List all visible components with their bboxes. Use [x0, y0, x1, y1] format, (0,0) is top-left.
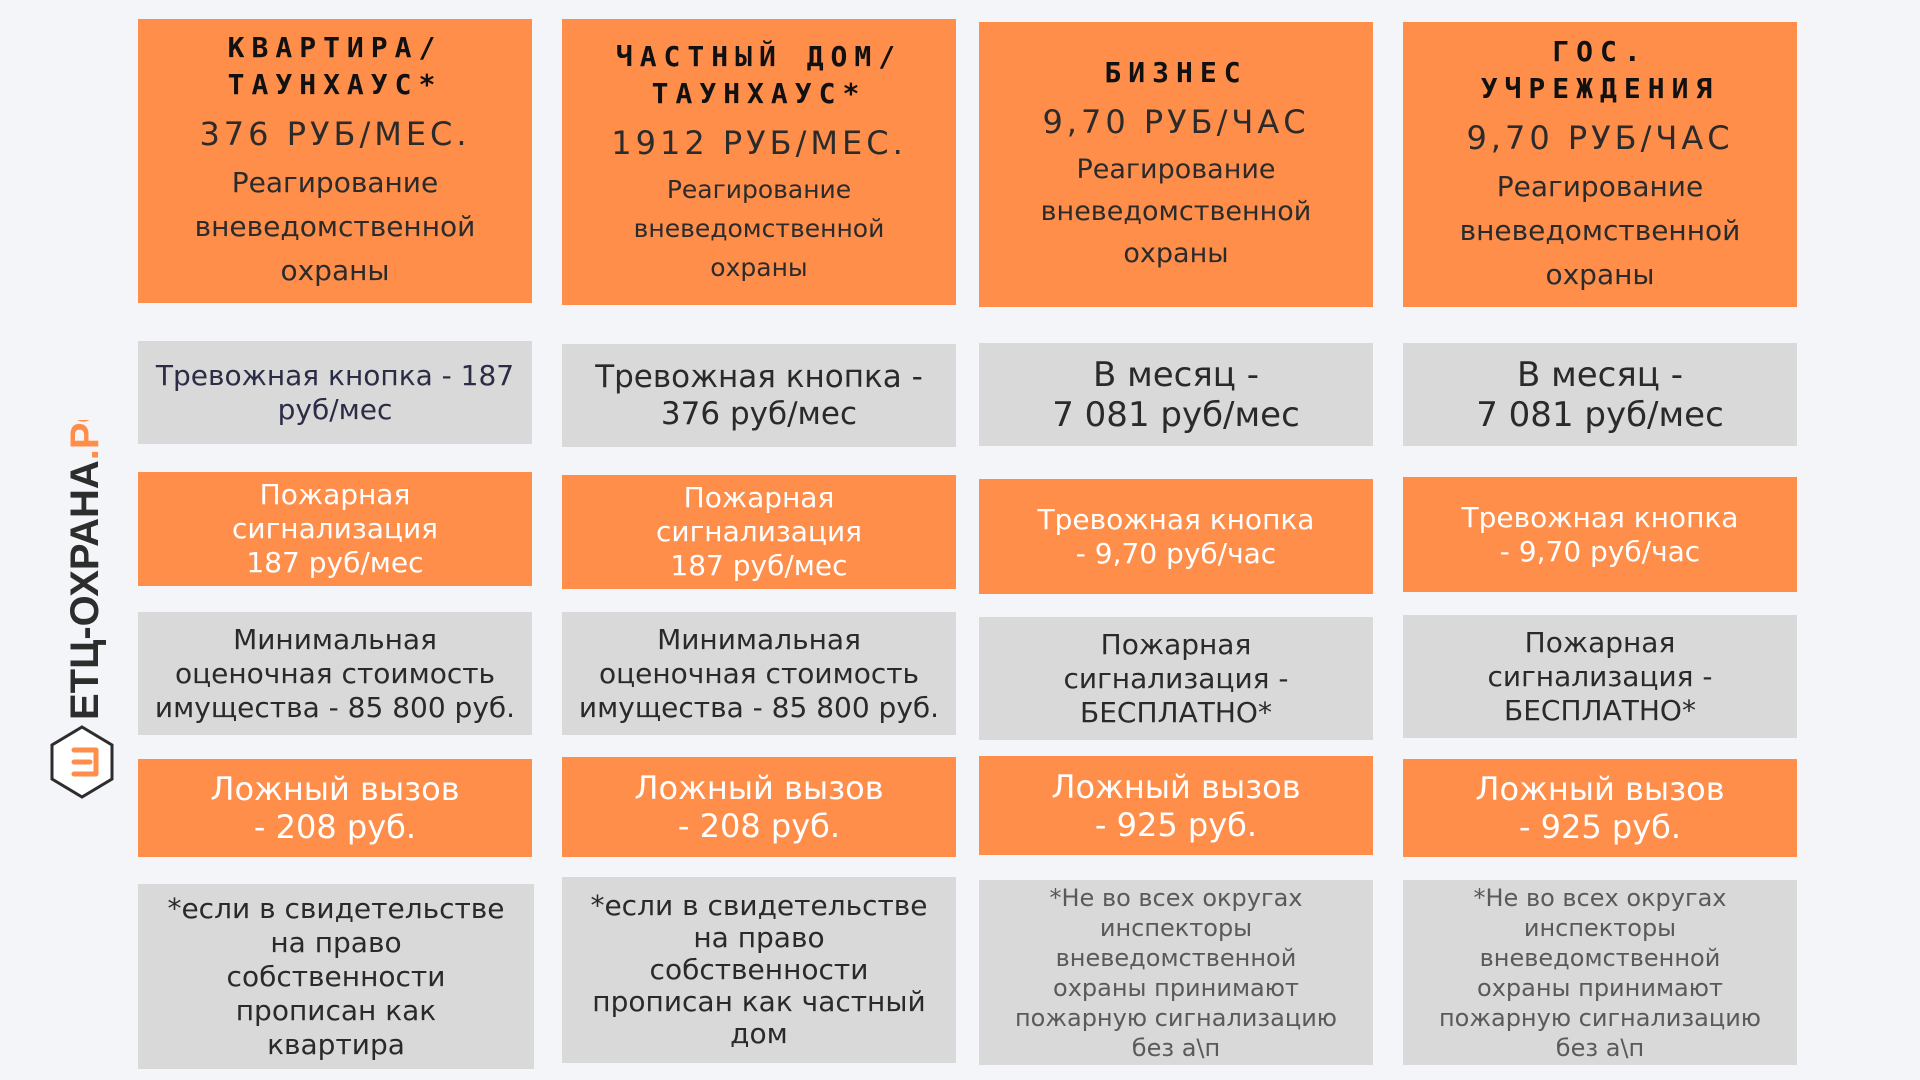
col3-row1-card: [979, 343, 1373, 446]
col1-row4-text: Ложный вызов - 208 руб.: [210, 770, 460, 846]
col4-row4-card: [1403, 759, 1797, 857]
col2-row4-card: [562, 757, 956, 857]
col4-title: ГОС. УЧРЕЖДЕНИЯ: [1480, 34, 1720, 105]
col2-header-card: [562, 19, 956, 305]
brand-hexagon-icon: [52, 727, 112, 797]
col2-title: ЧАСТНЫЙ ДОМ/ ТАУНХАУС*: [615, 39, 903, 110]
col4-row3-text: Пожарная сигнализация - БЕСПЛАТНО*: [1487, 625, 1713, 727]
col2-row4-text: Ложный вызов - 208 руб.: [634, 769, 884, 845]
col1-price: 376 РУБ/МЕС.: [199, 115, 471, 153]
col1-note-text: *если в свидетельстве на право собственности прописан как квартира: [167, 891, 505, 1061]
col3-row2-text: Тревожная кнопка - 9,70 руб/час: [1037, 502, 1315, 570]
col4-note-card: [1403, 880, 1797, 1065]
col2-row3-card: [562, 612, 956, 735]
col4-header-card: [1403, 22, 1797, 307]
col3-note-text: *Не во всех округах инспекторы вневедомственной охраны принимают пожарную сигнализацию без а\п: [1014, 883, 1337, 1062]
col2-row1-text: Тревожная кнопка - 376 руб/мес: [595, 358, 923, 432]
col4-desc: Реагирование вневедомственной охраны: [1459, 169, 1741, 291]
col4-row1-card: [1403, 343, 1797, 446]
col4-row2-text: Тревожная кнопка - 9,70 руб/час: [1461, 500, 1739, 568]
col3-row4-text: Ложный вызов - 925 руб.: [1051, 767, 1301, 844]
col3-title: БИЗНЕС: [1104, 56, 1248, 89]
col3-header-card: [979, 22, 1373, 307]
col1-row2-card: [138, 472, 532, 586]
col1-row3-text: Минимальная оценочная стоимость имущества - 85 800 руб.: [154, 622, 516, 724]
col1-row2-text: Пожарная сигнализация 187 руб/мес: [231, 478, 438, 579]
col3-row3-card: [979, 617, 1373, 740]
col3-row2-card: [979, 479, 1373, 594]
col1-title: КВАРТИРА/ ТАУНХАУС*: [227, 31, 443, 101]
col1-header-card: [138, 19, 532, 303]
col3-note-card: [979, 880, 1373, 1065]
col3-row4-card: [979, 756, 1373, 855]
col2-row2-text: Пожарная сигнализация 187 руб/мес: [655, 481, 862, 582]
col1-row1-card: [138, 341, 532, 444]
col2-note-text: *если в свидетельстве на право собственности прописан как частный дом: [590, 889, 928, 1050]
brand-logo: [40, 420, 130, 800]
col1-desc: Реагирование вневедомственной охраны: [194, 166, 476, 287]
brand-logo-svg: [40, 420, 130, 800]
col3-desc: Реагирование вневедомственной охраны: [1040, 154, 1312, 269]
col4-price: 9,70 РУБ/ЧАС: [1466, 118, 1734, 157]
brand-name-main: ЕТЦ-ОХРАНА: [62, 460, 107, 720]
col2-desc: Реагирование вневедомственной охраны: [633, 174, 885, 282]
col3-price: 9,70 РУБ/ЧАС: [1042, 103, 1310, 141]
col2-row3-text: Минимальная оценочная стоимость имущества - 85 800 руб.: [578, 622, 940, 724]
col1-row1-text: Тревожная кнопка - 187 руб/мес: [155, 358, 515, 426]
col3-row3-text: Пожарная сигнализация - БЕСПЛАТНО*: [1063, 627, 1289, 729]
col2-price: 1912 РУБ/МЕС.: [611, 123, 907, 162]
col2-note-card: [562, 877, 956, 1063]
col4-row3-card: [1403, 615, 1797, 738]
col4-row4-text: Ложный вызов - 925 руб.: [1475, 770, 1725, 846]
col4-note-text: *Не во всех округах инспекторы вневедомственной охраны принимают пожарную сигнализацию без а\п: [1438, 883, 1761, 1062]
col4-row1-text: В месяц - 7 081 руб/мес: [1476, 354, 1724, 435]
col1-note-card: [138, 884, 534, 1069]
col4-row2-card: [1403, 477, 1797, 592]
svg-text:ЕТЦ-ОХРАНА.РФ: [63, 420, 107, 720]
col1-row4-card: [138, 759, 532, 857]
brand-name-tld: .РФ: [62, 420, 107, 461]
col1-row3-card: [138, 612, 532, 735]
col2-row1-card: [562, 344, 956, 447]
col2-row2-card: [562, 475, 956, 589]
col3-row1-text: В месяц - 7 081 руб/мес: [1052, 354, 1300, 435]
